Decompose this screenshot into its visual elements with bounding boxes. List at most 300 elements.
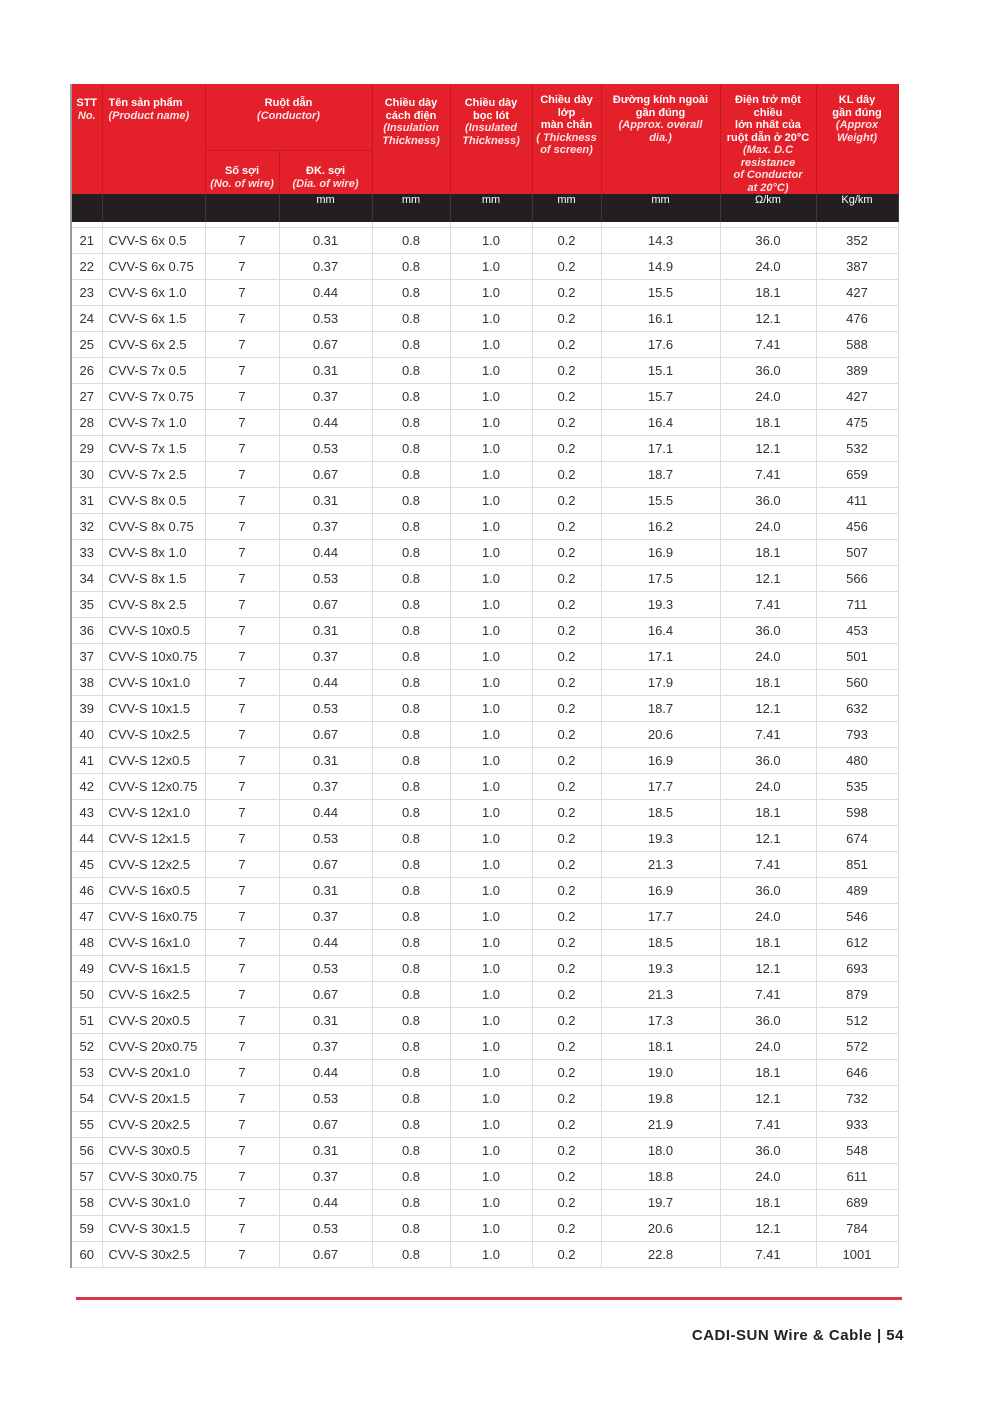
- table-row: [71, 826, 898, 852]
- table-cell: 57: [71, 1164, 102, 1190]
- product-name-cell: CVV-S 7x 2.5: [102, 462, 205, 488]
- table-cell: 7.41: [720, 462, 816, 488]
- table-cell: 0.8: [372, 696, 450, 722]
- table-cell: 0.37: [279, 904, 372, 930]
- product-name-cell: CVV-S 7x 0.75: [102, 384, 205, 410]
- table-row: [71, 774, 898, 800]
- product-name-cell: CVV-S 7x 1.5: [102, 436, 205, 462]
- table-cell: 0.2: [532, 722, 601, 748]
- product-name-cell: CVV-S 20x1.0: [102, 1060, 205, 1086]
- table-cell: 0.2: [532, 800, 601, 826]
- table-cell: 0.8: [372, 618, 450, 644]
- table-cell: 0.2: [532, 826, 601, 852]
- table-cell: 1.0: [450, 956, 532, 982]
- table-cell: 15.5: [601, 280, 720, 306]
- header-text: (Dia. of wire): [292, 177, 359, 190]
- table-cell: 1.0: [450, 514, 532, 540]
- table-cell: 0.8: [372, 358, 450, 384]
- table-cell: 18.5: [601, 930, 720, 956]
- table-cell: 42: [71, 774, 102, 800]
- table-row: [71, 436, 898, 462]
- table-cell: 34: [71, 566, 102, 592]
- table-cell: 0.8: [372, 1216, 450, 1242]
- table-cell: 24.0: [720, 644, 816, 670]
- table-cell: 0.8: [372, 514, 450, 540]
- product-name-cell: CVV-S 6x 1.0: [102, 280, 205, 306]
- table-cell: 0.2: [532, 1112, 601, 1138]
- footer-rule: [76, 1297, 902, 1300]
- table-cell: 7: [205, 306, 279, 332]
- table-cell: 17.3: [601, 1008, 720, 1034]
- table-cell: 0.8: [372, 1138, 450, 1164]
- table-cell: 7: [205, 1190, 279, 1216]
- table-cell: 0.44: [279, 1190, 372, 1216]
- header-text: ruột dẫn ở 20°C: [726, 131, 810, 144]
- table-cell: 7: [205, 878, 279, 904]
- table-cell: 14.3: [601, 228, 720, 254]
- table-cell: 0.8: [372, 982, 450, 1008]
- table-cell: 21: [71, 228, 102, 254]
- table-cell: 0.67: [279, 462, 372, 488]
- table-cell: 0.53: [279, 696, 372, 722]
- table-cell: 1.0: [450, 592, 532, 618]
- table-cell: 1.0: [450, 436, 532, 462]
- table-cell: 46: [71, 878, 102, 904]
- table-cell: 0.37: [279, 1034, 372, 1060]
- header-screen: [532, 84, 601, 194]
- table-cell: 54: [71, 1086, 102, 1112]
- header-text: Thickness): [462, 134, 520, 147]
- table-cell: 0.2: [532, 540, 601, 566]
- table-cell: 7: [205, 1112, 279, 1138]
- table-cell: 44: [71, 826, 102, 852]
- table-cell: 0.2: [532, 852, 601, 878]
- header-text: gần đúng: [635, 106, 686, 119]
- table-cell: 475: [816, 410, 898, 436]
- table-cell: 36.0: [720, 488, 816, 514]
- unit-cell: mm: [601, 194, 720, 222]
- table-cell: 0.2: [532, 618, 601, 644]
- product-name-cell: CVV-S 8x 0.5: [102, 488, 205, 514]
- table-cell: 0.2: [532, 748, 601, 774]
- table-cell: 1.0: [450, 358, 532, 384]
- table-cell: 0.2: [532, 1164, 601, 1190]
- table-row: [71, 280, 898, 306]
- table-row: [71, 1216, 898, 1242]
- table-cell: 36.0: [720, 358, 816, 384]
- table-cell: 0.2: [532, 280, 601, 306]
- table-cell: 21.9: [601, 1112, 720, 1138]
- table-row: [71, 982, 898, 1008]
- table-cell: 0.31: [279, 748, 372, 774]
- table-cell: 1.0: [450, 982, 532, 1008]
- table-cell: 21.3: [601, 852, 720, 878]
- product-name-cell: CVV-S 6x 1.5: [102, 306, 205, 332]
- table-row: [71, 306, 898, 332]
- table-cell: 1.0: [450, 384, 532, 410]
- table-cell: 0.8: [372, 956, 450, 982]
- table-cell: 879: [816, 982, 898, 1008]
- table-cell: 732: [816, 1086, 898, 1112]
- table-cell: 1.0: [450, 410, 532, 436]
- table-row: [71, 644, 898, 670]
- table-cell: 389: [816, 358, 898, 384]
- table-cell: 19.3: [601, 956, 720, 982]
- header-stt-en: No.: [77, 109, 96, 122]
- table-cell: 16.4: [601, 618, 720, 644]
- product-name-cell: CVV-S 8x 1.0: [102, 540, 205, 566]
- table-cell: 0.2: [532, 384, 601, 410]
- table-cell: 0.67: [279, 982, 372, 1008]
- table-cell: 1.0: [450, 1086, 532, 1112]
- table-cell: 12.1: [720, 956, 816, 982]
- table-cell: 18.1: [720, 670, 816, 696]
- table-cell: 18.1: [720, 410, 816, 436]
- table-cell: 0.37: [279, 1164, 372, 1190]
- table-cell: 0.8: [372, 592, 450, 618]
- table-cell: 23: [71, 280, 102, 306]
- table-cell: 0.44: [279, 540, 372, 566]
- table-cell: 1.0: [450, 618, 532, 644]
- table-cell: 0.53: [279, 436, 372, 462]
- header-text: ( Thickness: [536, 131, 597, 144]
- table-cell: 53: [71, 1060, 102, 1086]
- product-name-cell: CVV-S 12x1.5: [102, 826, 205, 852]
- table-cell: 7.41: [720, 592, 816, 618]
- table-cell: 0.2: [532, 462, 601, 488]
- table-row: [71, 1164, 898, 1190]
- table-cell: 0.2: [532, 566, 601, 592]
- header-stt-vi: STT: [76, 97, 98, 109]
- product-name-cell: CVV-S 10x1.5: [102, 696, 205, 722]
- table-cell: 0.31: [279, 1008, 372, 1034]
- table-cell: 1.0: [450, 1060, 532, 1086]
- unit-cell: [205, 194, 279, 222]
- unit-cell: [102, 194, 205, 222]
- header-text: of screen): [540, 144, 593, 156]
- table-cell: 59: [71, 1216, 102, 1242]
- table-cell: 51: [71, 1008, 102, 1034]
- table-cell: 1.0: [450, 488, 532, 514]
- table-cell: 18.5: [601, 800, 720, 826]
- table-cell: 7: [205, 1008, 279, 1034]
- table-cell: 411: [816, 488, 898, 514]
- table-cell: 55: [71, 1112, 102, 1138]
- table-cell: 0.2: [532, 358, 601, 384]
- table-cell: 0.8: [372, 1190, 450, 1216]
- table-cell: 1.0: [450, 332, 532, 358]
- table-cell: 0.2: [532, 1008, 601, 1034]
- product-name-cell: CVV-S 10x0.5: [102, 618, 205, 644]
- table-cell: 0.2: [532, 436, 601, 462]
- table-cell: 0.2: [532, 410, 601, 436]
- header-stt: [71, 84, 102, 194]
- table-cell: 52: [71, 1034, 102, 1060]
- table-cell: 0.2: [532, 878, 601, 904]
- table-cell: 507: [816, 540, 898, 566]
- product-name-cell: CVV-S 30x0.75: [102, 1164, 205, 1190]
- table-cell: 1001: [816, 1242, 898, 1268]
- table-cell: 7: [205, 774, 279, 800]
- table-cell: 453: [816, 618, 898, 644]
- page-footer: [664, 1326, 904, 1344]
- table-cell: 12.1: [720, 1216, 816, 1242]
- header-text: (Approx: [835, 119, 879, 131]
- table-cell: 0.8: [372, 280, 450, 306]
- table-row: [71, 878, 898, 904]
- product-name-cell: CVV-S 6x 0.5: [102, 228, 205, 254]
- table-cell: 0.8: [372, 722, 450, 748]
- table-cell: 48: [71, 930, 102, 956]
- table-cell: 1.0: [450, 1112, 532, 1138]
- table-row: [71, 904, 898, 930]
- table-cell: 784: [816, 1216, 898, 1242]
- product-name-cell: CVV-S 10x1.0: [102, 670, 205, 696]
- table-cell: 49: [71, 956, 102, 982]
- table-cell: 30: [71, 462, 102, 488]
- table-cell: 18.0: [601, 1138, 720, 1164]
- table-cell: 7: [205, 1242, 279, 1268]
- table-cell: 1.0: [450, 722, 532, 748]
- table-row: [71, 748, 898, 774]
- table-cell: 532: [816, 436, 898, 462]
- table-cell: 37: [71, 644, 102, 670]
- table-cell: 15.7: [601, 384, 720, 410]
- table-cell: 0.8: [372, 436, 450, 462]
- table-cell: 427: [816, 384, 898, 410]
- table-cell: 0.2: [532, 696, 601, 722]
- table-cell: 566: [816, 566, 898, 592]
- header-conductor: [205, 84, 372, 151]
- table-cell: 7: [205, 1034, 279, 1060]
- table-cell: 14.9: [601, 254, 720, 280]
- table-cell: 0.8: [372, 748, 450, 774]
- table-cell: 7: [205, 670, 279, 696]
- table-row: [71, 1034, 898, 1060]
- table-cell: 1.0: [450, 826, 532, 852]
- table-cell: 38: [71, 670, 102, 696]
- table-cell: 0.8: [372, 228, 450, 254]
- table-cell: 0.31: [279, 1138, 372, 1164]
- table-cell: 0.53: [279, 306, 372, 332]
- table-cell: 7: [205, 930, 279, 956]
- table-cell: 0.8: [372, 800, 450, 826]
- table-cell: 7: [205, 722, 279, 748]
- table-cell: 7: [205, 332, 279, 358]
- table-cell: 7: [205, 852, 279, 878]
- table-cell: 7: [205, 280, 279, 306]
- product-name-cell: CVV-S 7x 0.5: [102, 358, 205, 384]
- table-cell: 7.41: [720, 722, 816, 748]
- table-row: [71, 1112, 898, 1138]
- footer-text: CADI-SUN Wire & Cable | 54: [691, 1327, 904, 1344]
- table-cell: 0.37: [279, 384, 372, 410]
- table-cell: 12.1: [720, 696, 816, 722]
- table-cell: 40: [71, 722, 102, 748]
- product-name-cell: CVV-S 8x 0.75: [102, 514, 205, 540]
- product-name-cell: CVV-S 16x0.5: [102, 878, 205, 904]
- table-cell: 0.8: [372, 774, 450, 800]
- table-cell: 1.0: [450, 540, 532, 566]
- table-cell: 33: [71, 540, 102, 566]
- table-cell: 7: [205, 1216, 279, 1242]
- table-cell: 0.31: [279, 488, 372, 514]
- table-cell: 0.37: [279, 644, 372, 670]
- header-text: (Max. D.C resistance: [740, 144, 796, 169]
- table-cell: 0.2: [532, 592, 601, 618]
- table-cell: 711: [816, 592, 898, 618]
- table-cell: 7.41: [720, 1242, 816, 1268]
- table-cell: 18.1: [601, 1034, 720, 1060]
- product-name-cell: CVV-S 8x 2.5: [102, 592, 205, 618]
- header-bedding: [450, 84, 532, 194]
- table-cell: 0.53: [279, 566, 372, 592]
- table-cell: 0.31: [279, 358, 372, 384]
- table-cell: 36: [71, 618, 102, 644]
- table-cell: 7: [205, 1060, 279, 1086]
- table-cell: 0.8: [372, 852, 450, 878]
- product-name-cell: CVV-S 10x2.5: [102, 722, 205, 748]
- header-overall-dia: [601, 84, 720, 194]
- table-cell: 612: [816, 930, 898, 956]
- table-cell: 7: [205, 540, 279, 566]
- table-row: [71, 852, 898, 878]
- table-cell: 7: [205, 488, 279, 514]
- table-cell: 7: [205, 1086, 279, 1112]
- table-cell: 28: [71, 410, 102, 436]
- table-row: [71, 670, 898, 696]
- header-text: at 20°C): [747, 181, 789, 194]
- table-cell: 659: [816, 462, 898, 488]
- table-cell: 1.0: [450, 1190, 532, 1216]
- table-row: [71, 514, 898, 540]
- table-cell: 7: [205, 436, 279, 462]
- table-cell: 1.0: [450, 228, 532, 254]
- table-cell: 50: [71, 982, 102, 1008]
- table-cell: 0.2: [532, 1086, 601, 1112]
- table-cell: 1.0: [450, 904, 532, 930]
- table-row: [71, 1008, 898, 1034]
- table-cell: 56: [71, 1138, 102, 1164]
- table-row: [71, 1060, 898, 1086]
- table-cell: 0.8: [372, 644, 450, 670]
- table-cell: 17.5: [601, 566, 720, 592]
- table-cell: 18.7: [601, 462, 720, 488]
- table-cell: 0.8: [372, 488, 450, 514]
- table-cell: 0.2: [532, 514, 601, 540]
- table-cell: 0.8: [372, 904, 450, 930]
- header-text: (Approx. overall: [618, 119, 703, 131]
- table-cell: 0.8: [372, 1034, 450, 1060]
- header-text: Điện trở một chiều: [735, 94, 801, 119]
- table-cell: 0.8: [372, 930, 450, 956]
- table-cell: 0.44: [279, 410, 372, 436]
- table-cell: 7.41: [720, 1112, 816, 1138]
- table-cell: 12.1: [720, 826, 816, 852]
- product-name-cell: CVV-S 20x2.5: [102, 1112, 205, 1138]
- table-row: [71, 332, 898, 358]
- table-cell: 18.1: [720, 540, 816, 566]
- unit-cell: mm: [279, 194, 372, 222]
- table-cell: 7.41: [720, 852, 816, 878]
- table-row: [71, 1190, 898, 1216]
- header-insulation: [372, 84, 450, 194]
- table-cell: 47: [71, 904, 102, 930]
- table-cell: 24.0: [720, 904, 816, 930]
- header-text: (Insulation: [383, 122, 439, 134]
- table-row: [71, 800, 898, 826]
- table-cell: 0.8: [372, 332, 450, 358]
- table-cell: 611: [816, 1164, 898, 1190]
- table-cell: 0.67: [279, 332, 372, 358]
- table-cell: 0.2: [532, 254, 601, 280]
- product-name-cell: CVV-S 30x1.5: [102, 1216, 205, 1242]
- table-cell: 0.8: [372, 462, 450, 488]
- table-cell: 548: [816, 1138, 898, 1164]
- table-cell: 16.9: [601, 878, 720, 904]
- table-cell: 0.2: [532, 670, 601, 696]
- table-cell: 0.2: [532, 956, 601, 982]
- product-name-cell: CVV-S 12x0.5: [102, 748, 205, 774]
- table-cell: 0.8: [372, 826, 450, 852]
- table-row: [71, 1242, 898, 1268]
- table-row: [71, 462, 898, 488]
- table-cell: 7: [205, 566, 279, 592]
- table-cell: 16.2: [601, 514, 720, 540]
- table-cell: 560: [816, 670, 898, 696]
- table-cell: 20.6: [601, 722, 720, 748]
- table-cell: 16.4: [601, 410, 720, 436]
- table-cell: 0.8: [372, 1242, 450, 1268]
- table-cell: 0.53: [279, 1086, 372, 1112]
- table-cell: 674: [816, 826, 898, 852]
- table-cell: 0.8: [372, 1060, 450, 1086]
- table-cell: 0.2: [532, 332, 601, 358]
- table-cell: 0.2: [532, 1216, 601, 1242]
- table-cell: 19.8: [601, 1086, 720, 1112]
- table-cell: 19.7: [601, 1190, 720, 1216]
- table-cell: 0.2: [532, 930, 601, 956]
- header-text: màn chắn: [540, 119, 593, 131]
- product-name-cell: CVV-S 6x 2.5: [102, 332, 205, 358]
- table-cell: 1.0: [450, 878, 532, 904]
- product-name-cell: CVV-S 30x0.5: [102, 1138, 205, 1164]
- table-cell: 489: [816, 878, 898, 904]
- table-cell: 0.67: [279, 852, 372, 878]
- header-product-en: (Product name): [108, 109, 190, 122]
- table-cell: 24.0: [720, 384, 816, 410]
- table-cell: 17.7: [601, 904, 720, 930]
- units-row: [71, 194, 898, 222]
- table-cell: 24.0: [720, 514, 816, 540]
- table-row: [71, 228, 898, 254]
- table-row: [71, 592, 898, 618]
- table-cell: 7: [205, 358, 279, 384]
- table-cell: 1.0: [450, 306, 532, 332]
- unit-cell: Ω/km: [720, 194, 816, 222]
- table-row: [71, 930, 898, 956]
- table-cell: 18.8: [601, 1164, 720, 1190]
- table-cell: 851: [816, 852, 898, 878]
- header-conductor-vi: Ruột dẫn: [264, 97, 313, 109]
- table-cell: 1.0: [450, 930, 532, 956]
- product-name-cell: CVV-S 8x 1.5: [102, 566, 205, 592]
- header-text: KL dây: [838, 94, 876, 106]
- table-row: [71, 384, 898, 410]
- header-text: (Insulated: [465, 122, 517, 134]
- table-cell: 17.6: [601, 332, 720, 358]
- table-cell: 17.1: [601, 436, 720, 462]
